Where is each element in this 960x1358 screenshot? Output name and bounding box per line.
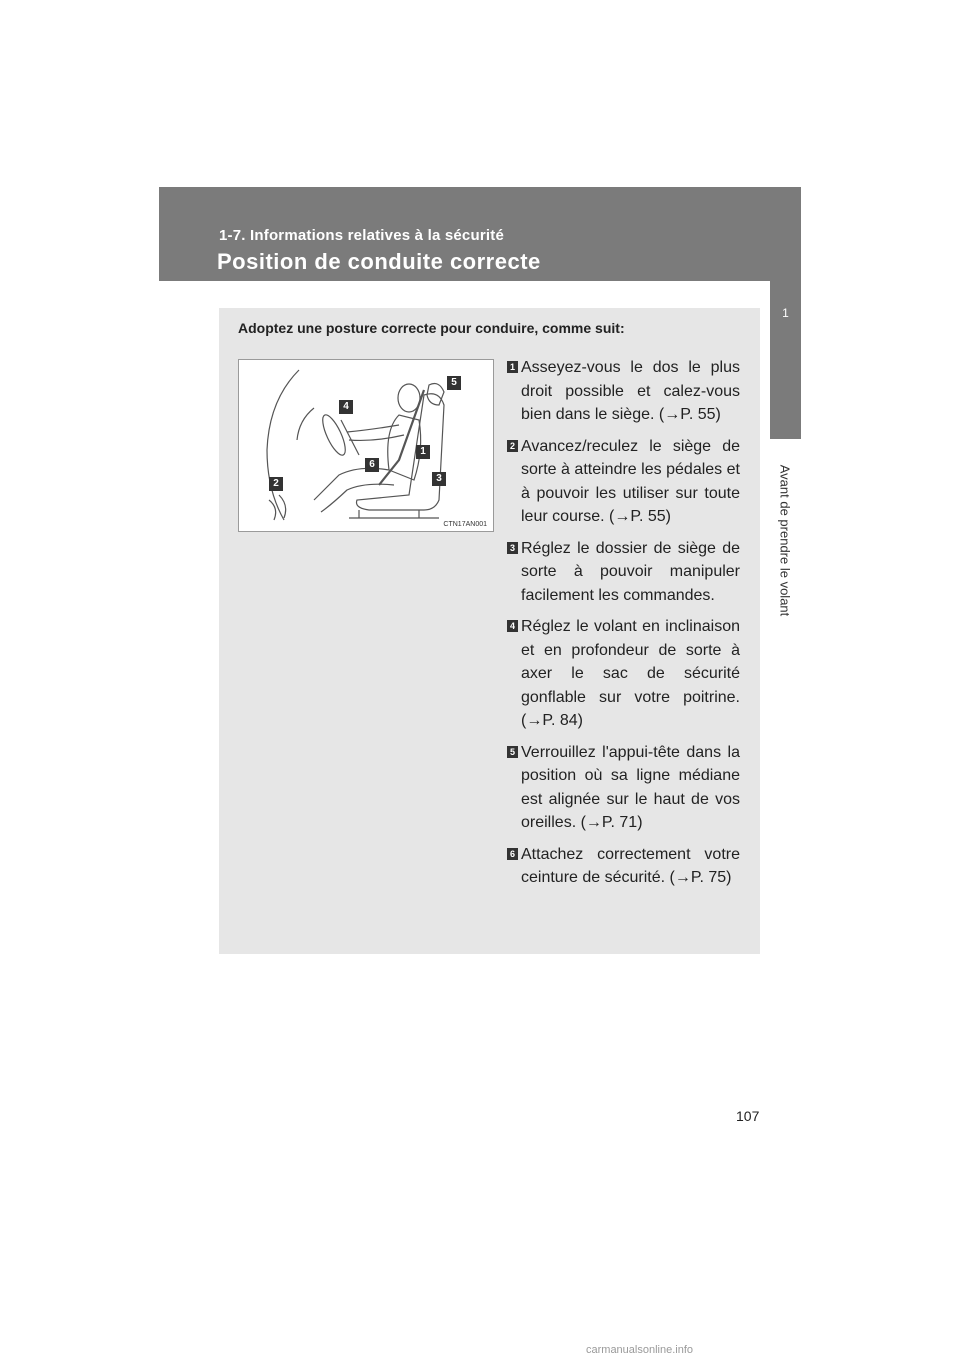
list-item [507, 843, 740, 890]
list-item [507, 435, 740, 529]
callout-5: 5 [447, 376, 461, 390]
item-number-badge: 2 [507, 440, 518, 452]
page-title: Position de conduite correcte [217, 249, 541, 274]
item-text: Verrouillez l'appui-tête dans la position où sa ligne médiane est alignée sur le haut de vos oreilles. (→P. 71) [521, 743, 740, 831]
intro-text: Adoptez une posture correcte pour conduire, comme suit: [238, 320, 625, 336]
item-text: Attachez correctement votre ceinture de sécurité. (→P. 75) [521, 845, 740, 886]
watermark: carmanualsonline.info [586, 1344, 694, 1356]
chapter-label: Avant de prendre le volant [777, 464, 793, 616]
item-number-badge: 4 [507, 620, 518, 632]
page-number: 107 [736, 1108, 760, 1124]
chapter-number: 1 [782, 306, 789, 320]
callout-2: 2 [269, 477, 283, 491]
item-number-badge: 1 [507, 361, 518, 373]
item-text: Réglez le dossier de siège de sorte à pouvoir manipuler facilement les commandes. [521, 539, 740, 604]
callout-4: 4 [339, 400, 353, 414]
section-heading: 1-7. Informations relatives à la sécurité [219, 227, 504, 244]
callout-3: 3 [432, 472, 446, 486]
callout-6: 6 [365, 458, 379, 472]
instruction-list [507, 356, 740, 898]
item-text: Avancez/reculez le siège de sorte à atteindre les pédales et à pouvoir les utiliser sur toute leur course. (→P. 55) [521, 437, 740, 525]
item-number-badge: 5 [507, 746, 518, 758]
item-number-badge: 6 [507, 848, 518, 860]
callout-1: 1 [416, 445, 430, 459]
chapter-label-container [772, 450, 798, 630]
item-text: Réglez le volant en inclinaison et en profondeur de sorte à axer le sac de sécurité gonflable sur votre poitrine. (→P. 84) [521, 618, 740, 729]
item-number-badge: 3 [507, 542, 518, 554]
driving-position-illustration [238, 359, 494, 532]
list-item [507, 537, 740, 608]
item-text: Asseyez-vous le dos le plus droit possible et calez-vous bien dans le siège. (→P. 55) [521, 359, 740, 423]
figure-code: CTN17AN001 [443, 521, 487, 528]
list-item [507, 615, 740, 733]
list-item [507, 356, 740, 427]
chapter-tab [770, 187, 801, 439]
content-panel [219, 308, 760, 954]
list-item [507, 741, 740, 835]
page-header [159, 187, 801, 281]
